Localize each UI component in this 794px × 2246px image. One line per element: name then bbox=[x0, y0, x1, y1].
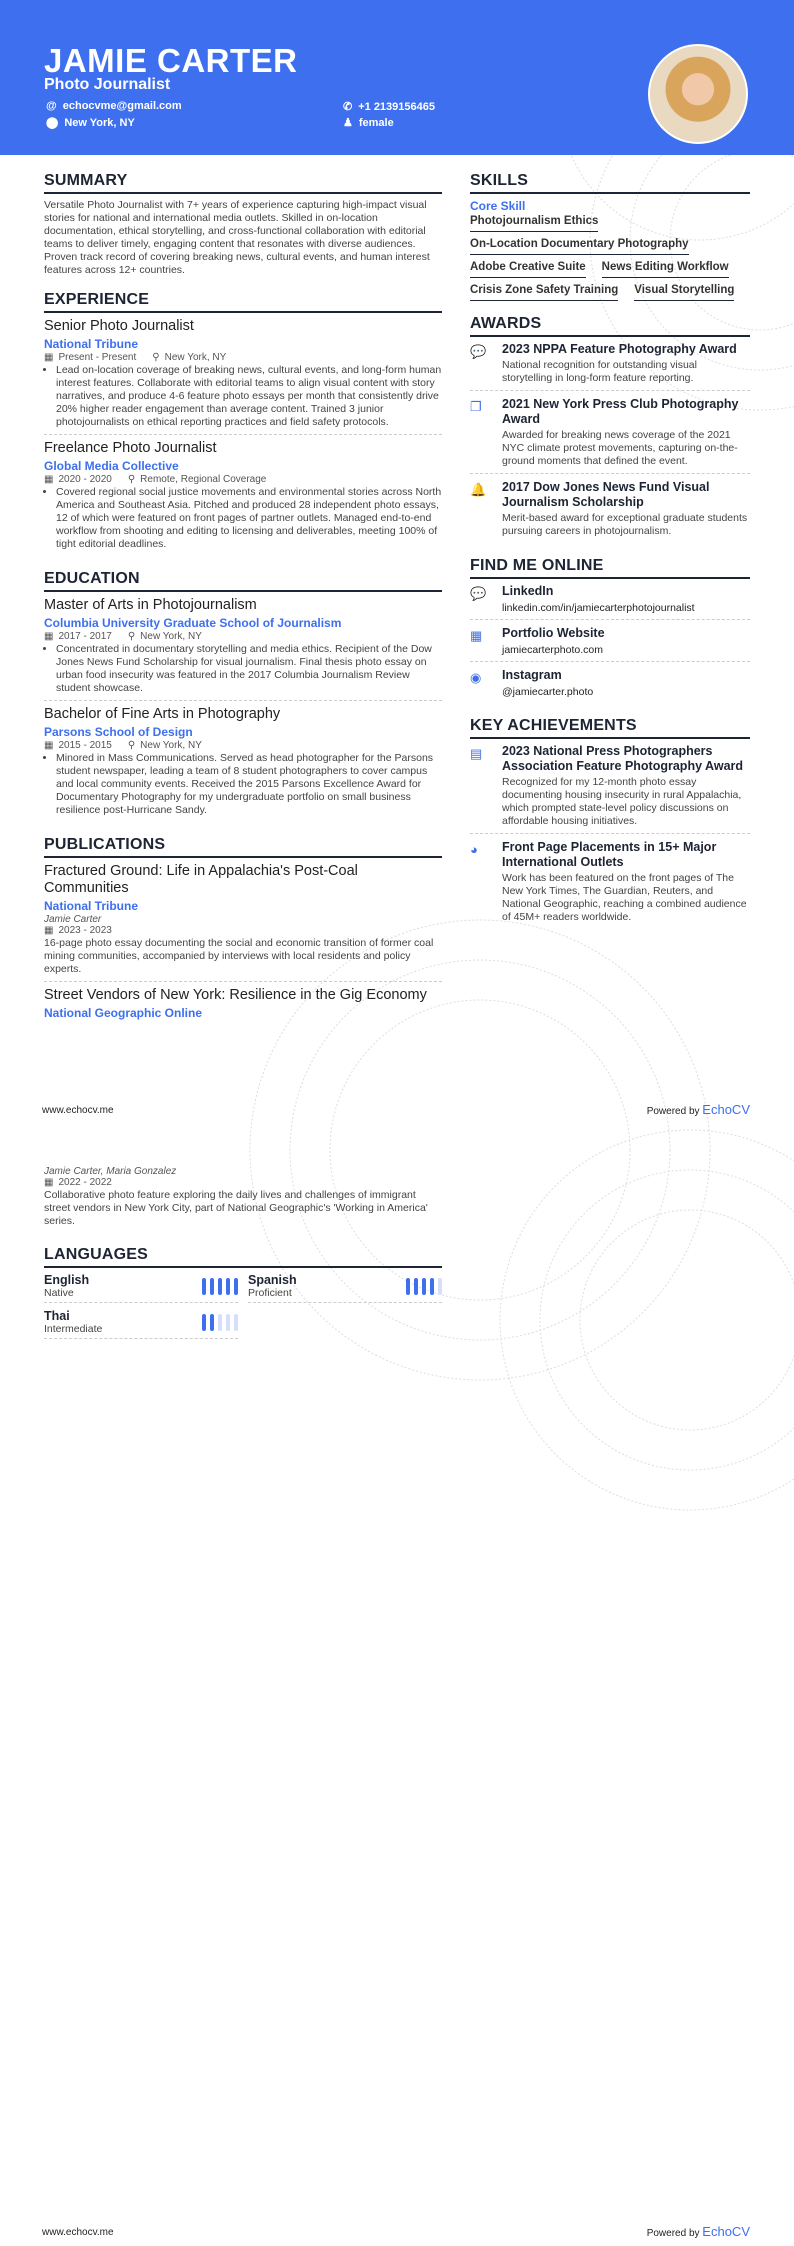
publication-dates: 2022 - 2022 bbox=[58, 1177, 112, 1188]
candidate-name: JAMIE CARTER bbox=[44, 42, 298, 79]
achievements-item bbox=[470, 744, 750, 834]
location-pin-icon: ⚲ bbox=[127, 631, 136, 642]
gender-text: female bbox=[358, 116, 394, 129]
language-item bbox=[44, 1309, 238, 1339]
summary-section bbox=[44, 172, 442, 277]
location-text: New York, NY bbox=[64, 116, 135, 129]
item-dates: 2015 - 2015 bbox=[58, 740, 112, 751]
rating-bar bbox=[414, 1278, 418, 1295]
education-section bbox=[44, 570, 442, 822]
experience-item bbox=[44, 318, 442, 435]
publication-title: Fractured Ground: Life in Appalachia's Post-Coal Communities bbox=[44, 863, 358, 896]
item-desc: Work has been featured on the front pages of The New York Times, The Guardian, Reuters, and National Geographic, reaching a combined audience of 45M+ readers worldwide. bbox=[502, 872, 747, 923]
rating-bar bbox=[430, 1278, 434, 1295]
item-organization: Global Media Collective bbox=[44, 459, 179, 473]
brand-logo: EchoCV bbox=[702, 1102, 750, 1117]
rating-bar bbox=[210, 1278, 214, 1295]
item-location: New York, NY bbox=[164, 352, 227, 363]
item-title: Instagram bbox=[502, 668, 562, 682]
item-title: Freelance Photo Journalist bbox=[44, 440, 217, 456]
chat-icon: 💬 bbox=[470, 586, 487, 601]
rating-bar bbox=[234, 1278, 238, 1295]
online-section bbox=[470, 557, 750, 703]
rating-bar bbox=[234, 1314, 238, 1331]
skill-tag: News Editing Workflow bbox=[602, 261, 729, 278]
publication-continued bbox=[44, 1166, 442, 1228]
item-title: 2023 NPPA Feature Photography Award bbox=[502, 342, 737, 356]
publication-authors: Jamie Carter, Maria Gonzalez bbox=[44, 1166, 177, 1177]
publication-description: 16-page photo essay documenting the social and economic transition of former coal mining communities, accompanied by interviews with local residents and policy experts. bbox=[44, 937, 434, 975]
calendar-icon: ▦ bbox=[44, 1177, 54, 1188]
language-item bbox=[248, 1273, 442, 1303]
rating-bar bbox=[202, 1314, 206, 1331]
education-item bbox=[44, 597, 442, 701]
calendar-icon: ▦ bbox=[44, 352, 54, 363]
item-dates: 2017 - 2017 bbox=[58, 631, 112, 642]
item-title: Senior Photo Journalist bbox=[44, 318, 194, 334]
item-title: Front Page Placements in 15+ Major International Outlets bbox=[502, 840, 717, 869]
item-location: New York, NY bbox=[140, 740, 202, 751]
skill-tag: Photojournalism Ethics bbox=[470, 215, 598, 232]
language-level: Native bbox=[44, 1287, 74, 1299]
publication-outlet: National Geographic Online bbox=[44, 1006, 203, 1020]
section-heading: FIND ME ONLINE bbox=[470, 557, 750, 579]
publication-outlet: National Tribune bbox=[44, 899, 139, 913]
item-title: Master of Arts in Photojournalism bbox=[44, 597, 257, 613]
item-bullet: • Minored in Mass Communications. Served as head photographer for the Parsons student newspaper, leading a team of 8 student photographers to cover campus and local community events. Received the 2015 Parsons Excellence Award for Documentary Photography for my undergraduate portfolio on small business resilience post-Hurricane Sandy. bbox=[56, 752, 442, 817]
location-pin-icon: ⚲ bbox=[152, 352, 160, 363]
phone-icon: ✆ bbox=[343, 101, 353, 113]
skill-tag: Adobe Creative Suite bbox=[470, 261, 586, 278]
location-pin-icon: ⬤ bbox=[46, 117, 59, 129]
publication-item bbox=[44, 863, 442, 982]
item-title: Portfolio Website bbox=[502, 626, 605, 640]
skill-tag: Crisis Zone Safety Training bbox=[470, 284, 618, 301]
language-level: Intermediate bbox=[44, 1323, 103, 1335]
item-organization: Columbia University Graduate School of Journalism bbox=[44, 616, 342, 630]
summary-text: Versatile Photo Journalist with 7+ years of experience capturing high-impact visual stories for national and international media outlets. Skilled in on-location documentation, ethical storytelling, and cross-functional collaboration with editorial teams to deliver timely, engaging content that resonates with diverse audiences. Proven track record of covering breaking news, cultural events, and human interest features across 12+ countries. bbox=[44, 199, 430, 276]
item-bullet: • Covered regional social justice movements and environmental stories across North America and Southeast Asia. Pitched and produced 28 independent photo essays, 12 of which were featured on front pages of partner outlets. Managed end-to-end workflow from shooting and editing to licensing and deliverables, meeting 100% of tight editorial deadlines. bbox=[56, 486, 442, 551]
item-dates: Present - Present bbox=[58, 352, 137, 363]
at-icon: @ bbox=[46, 100, 57, 112]
item-organization: National Tribune bbox=[44, 337, 139, 351]
online-item[interactable] bbox=[470, 584, 750, 620]
language-rating bbox=[202, 1273, 238, 1299]
rating-bar bbox=[218, 1314, 222, 1331]
publication-description: Collaborative photo feature exploring the daily lives and challenges of immigrant street vendors in New York City, part of National Geographic's 'Working in America' series. bbox=[44, 1189, 428, 1227]
section-heading: KEY ACHIEVEMENTS bbox=[470, 717, 750, 739]
rating-bar bbox=[226, 1314, 230, 1331]
awards-item bbox=[470, 480, 750, 543]
calendar-icon: ▦ bbox=[44, 740, 54, 751]
item-organization: Parsons School of Design bbox=[44, 725, 193, 739]
archive-icon: ▤ bbox=[470, 746, 483, 761]
education-item bbox=[44, 706, 442, 822]
message-icon: 💬 bbox=[470, 344, 487, 359]
documents-icon: ❐ bbox=[470, 399, 482, 414]
rating-bar bbox=[422, 1278, 426, 1295]
calendar-icon: ▦ bbox=[44, 631, 54, 642]
item-value: linkedin.com/in/jamiecarterphotojournalist bbox=[502, 602, 695, 614]
languages-section bbox=[44, 1246, 442, 1339]
language-rating bbox=[202, 1309, 238, 1335]
bell-icon: 🔔 bbox=[470, 482, 487, 497]
calendar-icon: ▦ bbox=[44, 474, 54, 485]
publication-item bbox=[44, 987, 442, 1020]
experience-section bbox=[44, 291, 442, 556]
item-desc: Awarded for breaking news coverage of the 2021 NYC climate protest movements, capturing on-the-ground moments that defined the event. bbox=[502, 429, 738, 467]
language-level: Proficient bbox=[248, 1287, 292, 1299]
rating-bar bbox=[226, 1278, 230, 1295]
item-title: LinkedIn bbox=[502, 584, 554, 598]
item-value: jamiecarterphoto.com bbox=[502, 644, 603, 656]
item-desc: Recognized for my 12-month photo essay documenting housing insecurity in rural Appalachia, which prompted state-level policy discussions on affordable housing initiatives. bbox=[502, 776, 742, 827]
item-title: 2017 Dow Jones News Fund Visual Journalism Scholarship bbox=[502, 480, 710, 509]
rating-bar bbox=[202, 1278, 206, 1295]
store-icon: ▦ bbox=[470, 628, 483, 643]
awards-section bbox=[470, 315, 750, 543]
calendar-icon: ▦ bbox=[44, 925, 54, 936]
skill-tag: On-Location Documentary Photography bbox=[470, 238, 689, 255]
section-heading: EXPERIENCE bbox=[44, 291, 442, 313]
awards-item bbox=[470, 342, 750, 391]
rating-bar bbox=[438, 1278, 442, 1295]
item-bullet: • Concentrated in documentary storytelling and media ethics. Recipient of the Dow Jones News Fund Scholarship for visual journalism. Final thesis photo essay on urban food insecurity was featured in the 2017 Columbia Journalism Review student showcase. bbox=[56, 643, 442, 695]
item-desc: Merit-based award for exceptional graduate students pursuing careers in photojournalism. bbox=[502, 512, 748, 537]
page2-left-column bbox=[44, 1166, 442, 1353]
section-heading: SUMMARY bbox=[44, 172, 442, 194]
publications-section bbox=[44, 836, 442, 1020]
footer-powered bbox=[647, 2224, 750, 2239]
location-contact bbox=[46, 116, 135, 129]
rating-bar bbox=[210, 1314, 214, 1331]
location-pin-icon: ⚲ bbox=[127, 474, 136, 485]
pie-chart-icon: ◕ bbox=[470, 842, 478, 857]
publication-authors: Jamie Carter bbox=[44, 914, 102, 925]
footer-powered bbox=[647, 1102, 750, 1117]
section-heading: SKILLS bbox=[470, 172, 750, 194]
item-title: 2021 New York Press Club Photography Award bbox=[502, 397, 739, 426]
powered-label: Powered by bbox=[646, 1106, 700, 1117]
item-bullet: • Lead on-location coverage of breaking news, cultural events, and long-form human interest features. Collaborate with editorial teams to align visual content with story narratives, and produce 4-6 feature photo essays per month that consistently drive 20% higher reader engagement than average content. Trained 3 junior photojournalists on ethical reporting practices and field safety protocols. bbox=[56, 364, 442, 429]
avatar bbox=[648, 44, 748, 144]
experience-item bbox=[44, 440, 442, 556]
skill-tag: Visual Storytelling bbox=[634, 284, 734, 301]
brand-logo: EchoCV bbox=[702, 2224, 750, 2239]
camera-icon: ◉ bbox=[470, 670, 482, 685]
online-item[interactable] bbox=[470, 668, 750, 703]
candidate-role: Photo Journalist bbox=[44, 76, 171, 93]
footer-site-link[interactable]: www.echocv.me bbox=[42, 1105, 114, 1116]
email-contact[interactable] bbox=[46, 100, 182, 112]
item-dates: 2020 - 2020 bbox=[58, 474, 112, 485]
person-icon: ♟ bbox=[343, 117, 353, 129]
rating-bar bbox=[406, 1278, 410, 1295]
location-pin-icon: ⚲ bbox=[127, 740, 136, 751]
item-value: @jamiecarter.photo bbox=[502, 686, 594, 698]
publication-title: Street Vendors of New York: Resilience in the Gig Economy bbox=[44, 987, 427, 1003]
language-name: Spanish bbox=[248, 1273, 297, 1287]
section-heading: AWARDS bbox=[470, 315, 750, 337]
language-item bbox=[44, 1273, 238, 1303]
skills-section bbox=[470, 172, 750, 301]
item-title: Bachelor of Fine Arts in Photography bbox=[44, 706, 281, 722]
skill-group-label: Core Skill bbox=[470, 199, 526, 213]
rating-bar bbox=[218, 1278, 222, 1295]
section-heading: LANGUAGES bbox=[44, 1246, 442, 1268]
right-column bbox=[470, 172, 750, 943]
language-rating bbox=[406, 1273, 442, 1299]
language-name: English bbox=[44, 1273, 90, 1287]
footer-site-link[interactable]: www.echocv.me bbox=[42, 2227, 114, 2238]
item-location: New York, NY bbox=[140, 631, 202, 642]
resume-header bbox=[0, 0, 794, 155]
email-text: echocvme@gmail.com bbox=[62, 100, 182, 112]
section-heading: EDUCATION bbox=[44, 570, 442, 592]
section-heading: PUBLICATIONS bbox=[44, 836, 442, 858]
achievements-item bbox=[470, 840, 750, 929]
item-title: 2023 National Press Photographers Association Feature Photography Award bbox=[502, 744, 744, 773]
awards-item bbox=[470, 397, 750, 474]
phone-contact[interactable] bbox=[343, 100, 435, 113]
language-name: Thai bbox=[44, 1309, 70, 1323]
gender-contact bbox=[343, 116, 394, 129]
achievements-section bbox=[470, 717, 750, 929]
phone-text: +1 2139156465 bbox=[358, 100, 435, 113]
item-location: Remote, Regional Coverage bbox=[140, 474, 267, 485]
online-item[interactable] bbox=[470, 626, 750, 662]
item-desc: National recognition for outstanding visual storytelling in long-form feature reporting. bbox=[502, 359, 697, 384]
powered-label: Powered by bbox=[646, 2228, 700, 2239]
left-column bbox=[44, 172, 442, 1034]
publication-dates: 2023 - 2023 bbox=[58, 925, 112, 936]
